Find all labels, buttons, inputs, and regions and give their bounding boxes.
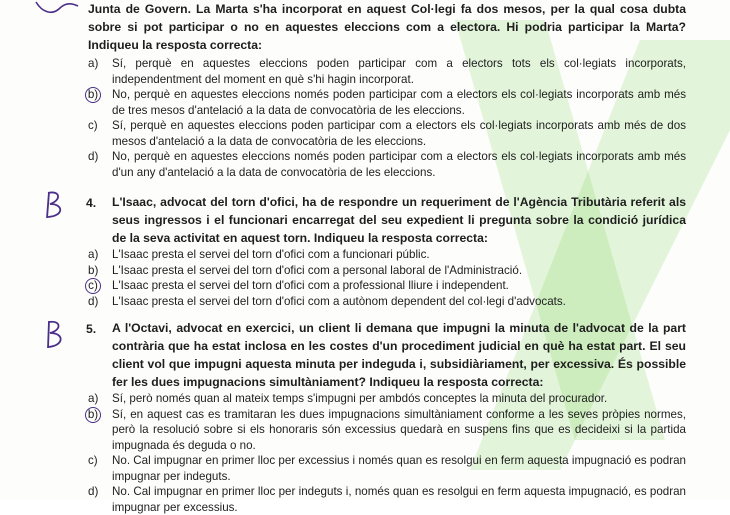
- option-letter-circled: b): [88, 407, 101, 423]
- option-text: No. Cal impugnar en primer lloc per indeguts i, només quan es resolgui en ferm aquesta impugnació, es podran impugnar per excessius.: [112, 485, 686, 514]
- option-letter: d): [88, 150, 99, 163]
- question-3-stem: Junta de Govern. La Marta s'ha incorporat en aquest Col·legi fa dos mesos, per la qual cosa dubta sobre si pot participar o no en aquestes eleccions com a electora. Hi podria participar la Marta? Indiqueu la resposta correcta:: [88, 2, 686, 52]
- option-letter: a): [88, 57, 99, 70]
- handwritten-b-mark: [40, 188, 70, 222]
- question-4-stem: L'Isaac, advocat del torn d'ofici, ha de respondre un requeriment de l'Agència Tributària referit als seus ingressos i el funcionari encarregat del seu expedient li pregunta sobre la condició jurídica de la seva activitat en aquest torn. Indiqueu la resposta correcta:: [112, 195, 686, 245]
- option-text: No, perquè en aquestes eleccions només poden participar com a electors els col·legiats incorporats amb més d'un any d'antelació a la data de convocatòria de les eleccions.: [112, 150, 686, 179]
- question-3-option-d: [88, 149, 686, 180]
- question-4-number: 4.: [86, 196, 97, 210]
- option-text: No. Cal impugnar en primer lloc per excessius i només quan es resolgui en ferm aquesta impugnació es podran impugnar per indeguts.: [112, 454, 686, 483]
- question-5-option-d: [88, 484, 686, 515]
- option-text: Sí, perquè en aquestes eleccions poden participar com a electors els col·legiats incorporats amb més de dos mesos d'antelació a la data de convocatòria de les eleccions.: [112, 119, 686, 148]
- option-text: No, perquè en aquestes eleccions només poden participar com a electors els col·legiats incorporats amb més de tres mesos d'antelació a la data de convocatòria de les eleccions.: [112, 88, 686, 117]
- handwritten-mark-top: [30, 0, 90, 22]
- option-text: L'Isaac presta el servei del torn d'ofici com a autònom dependent del col·legi d'advocats.: [112, 294, 566, 308]
- option-text: Sí, però només quan al mateix temps s'impugni per ambdós conceptes la minuta del procurador.: [112, 392, 608, 405]
- question-5-option-c: [88, 453, 686, 484]
- option-letter: d): [88, 485, 99, 498]
- question-3-option-c: [88, 118, 686, 149]
- question-5-option-a: [88, 391, 686, 407]
- option-letter: d): [88, 294, 99, 308]
- question-3: [88, 0, 686, 180]
- question-5-option-b: [88, 407, 686, 454]
- option-text: L'Isaac presta el servei del torn d'ofici com a funcionari públic.: [112, 248, 430, 261]
- option-letter: b): [88, 263, 99, 277]
- option-letter-circled: c): [88, 278, 101, 294]
- question-5: [87, 319, 686, 515]
- question-5-stem: A l'Octavi, advocat en exercici, un client li demana que impugni la minuta de l'advocat de la part contrària que ha estat inclosa en les costes d'un procediment judicial en què ha estat part. El seu client vol que impugni aquesta minuta per indeguda i, subsidiàriament, per excessiva. És possible fer les dues impugnacions simultàniament? Indiqueu la resposta correcta:: [112, 321, 686, 389]
- handwritten-b-mark: [40, 318, 70, 352]
- option-text: L'Isaac presta el servei del torn d'ofici com a professional lliure i independent.: [112, 279, 509, 292]
- option-letter: c): [88, 454, 98, 467]
- question-4-option-a: [88, 247, 686, 263]
- option-text: L'Isaac presta el servei del torn d'ofici com a personal laboral de l'Administració.: [112, 263, 523, 277]
- option-letter: c): [88, 119, 98, 132]
- option-letter-circled: b): [88, 87, 101, 103]
- question-4: [88, 193, 686, 309]
- question-3-option-a: [88, 56, 686, 87]
- question-4-option-c: [88, 278, 686, 294]
- option-letter: a): [88, 248, 99, 261]
- question-5-number: 5.: [86, 322, 97, 336]
- question-3-option-b: [88, 87, 686, 118]
- question-4-option-d: [88, 294, 686, 310]
- option-text: Sí, perquè en aquestes eleccions poden participar com a electors tots els col·legiats incorporats, independentment del moment en què s'hi hagin incorporat.: [112, 57, 686, 86]
- option-text: Sí, en aquest cas es tramitaran les dues impugnacions simultàniament conforme a les seves pròpies normes, però la resolució sobre si els honoraris són excessius quedarà en suspens fins que es decideixi si la partida impugnada és deguda o no.: [112, 407, 686, 452]
- option-letter: a): [88, 392, 99, 405]
- question-4-option-b: [88, 263, 686, 279]
